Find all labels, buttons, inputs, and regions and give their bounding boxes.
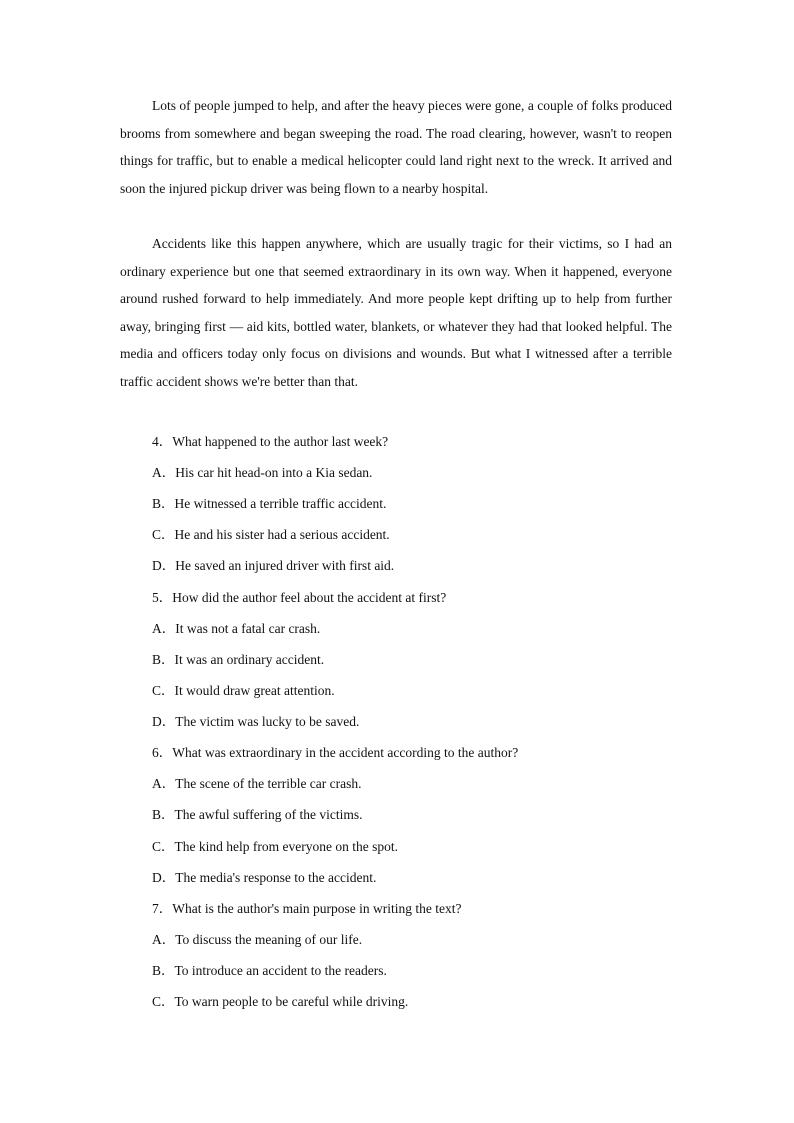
question-4-option-d: D．He saved an injured driver with first aid. xyxy=(152,558,395,573)
question-7-option-c: C．To warn people to be careful while driving. xyxy=(152,994,409,1009)
question-7-option-a: A．To discuss the meaning of our life. xyxy=(152,932,363,947)
question-6-stem: 6．What was extraordinary in the accident according to the author? xyxy=(152,745,519,760)
question-7-option-b: B．To introduce an accident to the readers. xyxy=(152,963,387,978)
question-7-stem: 7．What is the author's main purpose in writing the text? xyxy=(152,901,462,916)
paragraph-1: Lots of people jumped to help, and after the heavy pieces were gone, a couple of folks produced brooms from somewhere and began sweeping the road. The road clearing, however, wasn't to reopen things for traffic, but to enable a medical helicopter could land right next to the wreck. It arrived and soon the injured pickup driver was being flown to a nearby hospital. xyxy=(120,98,672,196)
paragraph-2: Accidents like this happen anywhere, which are usually tragic for their victims, so I had an ordinary experience but one that seemed extraordinary in its own way. When it happened, everyone around rushed forward to help immediately. And more people kept drifting up to help from further away, bringing first — aid kits, bottled water, blankets, or whatever they had that looked helpful. The media and officers today only focus on divisions and wounds. But what I witnessed after a terrible traffic accident shows we're better than that. xyxy=(120,236,672,389)
question-6-option-b: B．The awful suffering of the victims. xyxy=(152,807,363,822)
question-5-option-c: C．It would draw great attention. xyxy=(152,683,335,698)
question-5-stem: 5．How did the author feel about the accident at first? xyxy=(152,590,447,605)
question-5-option-a: A．It was not a fatal car crash. xyxy=(152,621,321,636)
question-5-option-b: B．It was an ordinary accident. xyxy=(152,652,325,667)
question-4-option-c: C．He and his sister had a serious accident. xyxy=(152,527,390,542)
question-5-option-d: D．The victim was lucky to be saved. xyxy=(152,714,360,729)
question-6-option-a: A．The scene of the terrible car crash. xyxy=(152,776,362,791)
question-6-option-d: D．The media's response to the accident. xyxy=(152,870,377,885)
question-6-option-c: C．The kind help from everyone on the spot. xyxy=(152,839,398,854)
question-4-option-b: B．He witnessed a terrible traffic accident. xyxy=(152,496,387,511)
question-4-option-a: A．His car hit head-on into a Kia sedan. xyxy=(152,465,373,480)
question-4-stem: 4．What happened to the author last week? xyxy=(152,434,389,449)
